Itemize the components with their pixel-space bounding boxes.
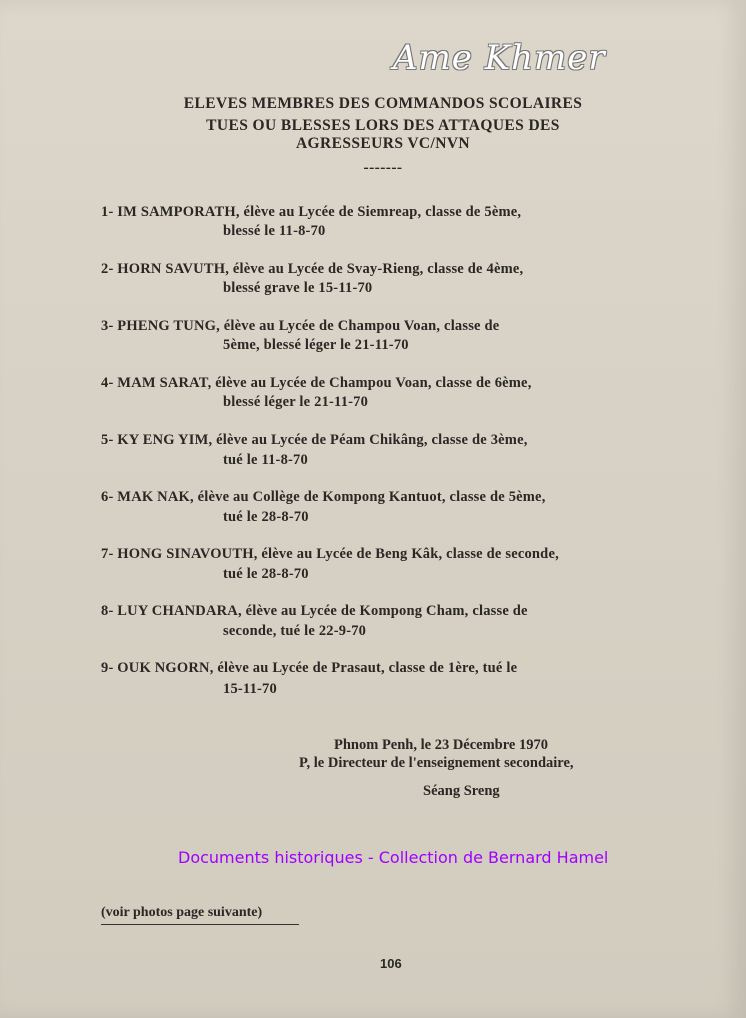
- entry-6-line-2: tué le 28-8-70: [223, 509, 309, 525]
- signature-name: Séang Sreng: [423, 783, 500, 799]
- footnote-underline: [101, 924, 299, 925]
- entry-1-line-2: blessé le 11-8-70: [223, 223, 326, 239]
- entry-5-line-1: 5- KY ENG YIM, élève au Lycée de Péam Chikâng, classe de 3ème,: [101, 432, 528, 448]
- entry-6-line-1: 6- MAK NAK, élève au Collège de Kompong Kantuot, classe de 5ème,: [101, 489, 546, 505]
- page-number: 106: [380, 956, 402, 971]
- entry-9-line-1: 9- OUK NGORN, élève au Lycée de Prasaut, classe de 1ère, tué le: [101, 660, 518, 676]
- signature-role: P, le Directeur de l'enseignement secondaire,: [299, 755, 574, 771]
- heading-line-2: TUES OU BLESSES LORS DES ATTAQUES DES: [206, 117, 560, 134]
- footnote: (voir photos page suivante): [101, 905, 263, 920]
- entry-7-line-1: 7- HONG SINAVOUTH, élève au Lycée de Beng Kâk, classe de seconde,: [101, 546, 559, 562]
- entry-9-line-2: 15-11-70: [223, 681, 277, 697]
- signature-place-date: Phnom Penh, le 23 Décembre 1970: [334, 737, 548, 753]
- entry-1-line-1: 1- IM SAMPORATH, élève au Lycée de Siemreap, classe de 5ème,: [101, 204, 522, 220]
- watermark-logo: Ame Khmer: [393, 38, 606, 78]
- entry-4-line-1: 4- MAM SARAT, élève au Lycée de Champou Voan, classe de 6ème,: [101, 375, 532, 391]
- entry-3-line-1: 3- PHENG TUNG, élève au Lycée de Champou Voan, classe de: [101, 318, 500, 334]
- entry-8-line-2: seconde, tué le 22-9-70: [223, 623, 367, 639]
- entry-4-line-2: blessé léger le 21-11-70: [223, 394, 369, 410]
- heading-separator: -------: [363, 159, 403, 176]
- entry-5-line-2: tué le 11-8-70: [223, 452, 308, 468]
- entry-2-line-1: 2- HORN SAVUTH, élève au Lycée de Svay-Rieng, classe de 4ème,: [101, 261, 524, 277]
- heading-line-1: ELEVES MEMBRES DES COMMANDOS SCOLAIRES: [183, 95, 583, 112]
- entry-7-line-2: tué le 28-8-70: [223, 566, 309, 582]
- entry-3-line-2: 5ème, blessé léger le 21-11-70: [223, 337, 409, 353]
- entry-2-line-2: blessé grave le 15-11-70: [223, 280, 373, 296]
- entry-8-line-1: 8- LUY CHANDARA, élève au Lycée de Kompong Cham, classe de: [101, 603, 528, 619]
- collection-note: Documents historiques - Collection de Bernard Hamel: [178, 848, 609, 867]
- heading-line-3: AGRESSEURS VC/NVN: [295, 135, 471, 152]
